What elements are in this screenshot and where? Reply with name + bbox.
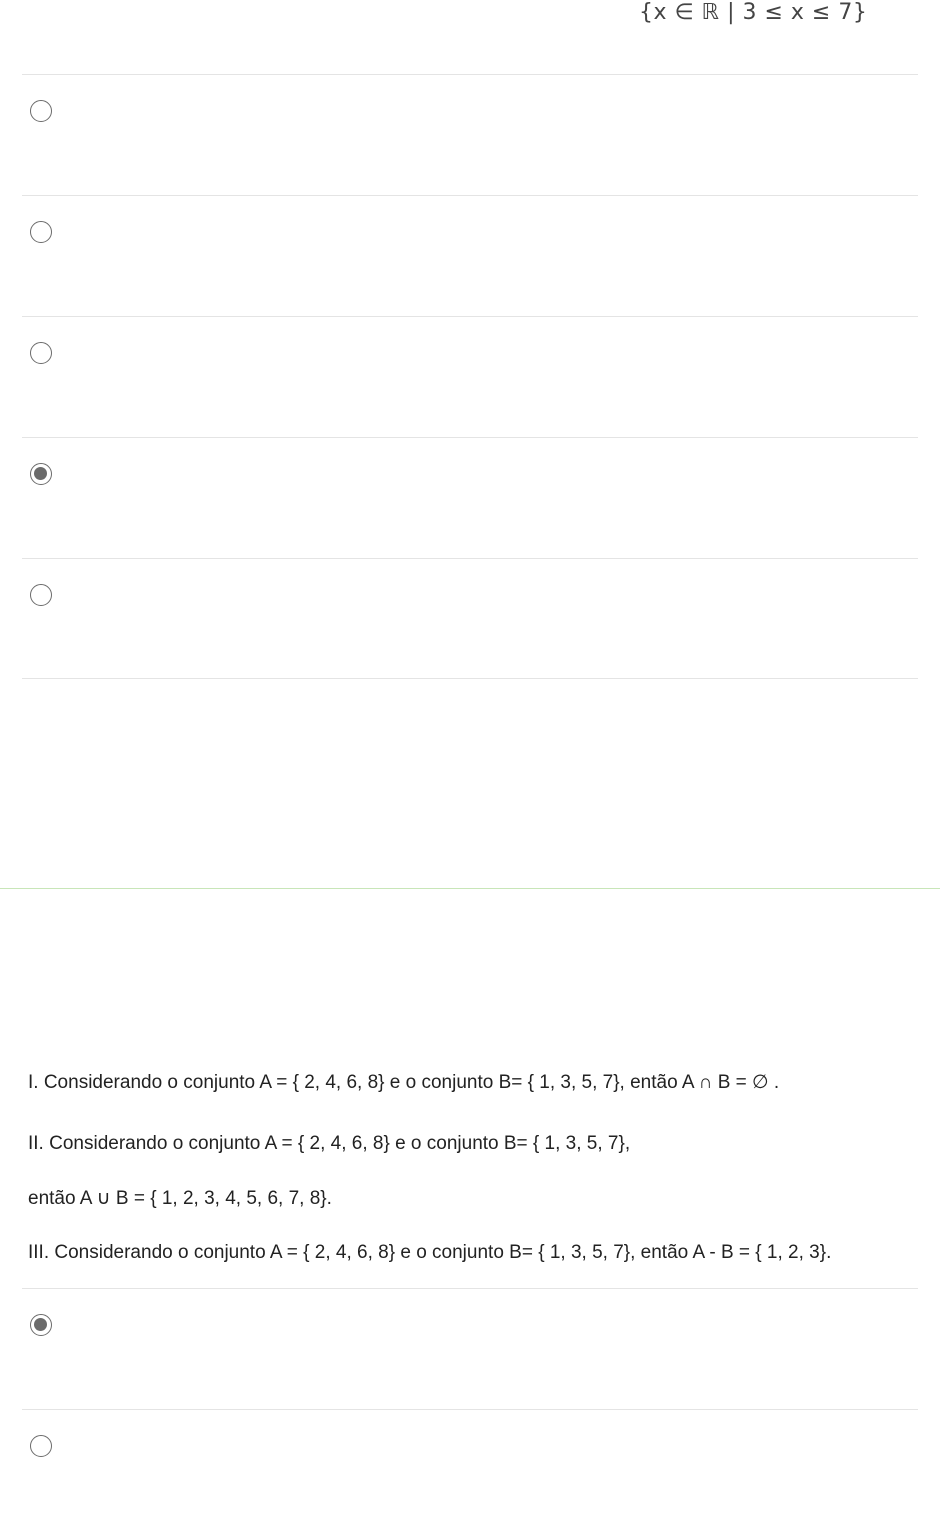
radio-button[interactable] [30,1314,52,1336]
option-row[interactable] [22,1288,918,1409]
set-expression: {x ∈ ℝ | 3 ≤ x ≤ 7} [639,0,868,25]
question1-options [22,74,918,679]
radio-button[interactable] [30,221,52,243]
radio-button[interactable] [30,584,52,606]
option-row[interactable] [22,195,918,316]
option-row[interactable] [22,74,918,195]
statement-3: III. Considerando o conjunto A = { 2, 4, 6, 8} e o conjunto B= { 1, 3, 5, 7}, então A - B = { 1, 2, 3}. [28,1242,832,1263]
option-row[interactable] [22,558,918,679]
statement-2-line-2: então A ∪ B = { 1, 2, 3, 4, 5, 6, 7, 8}. [28,1188,332,1209]
option-row[interactable] [22,1409,918,1530]
option-row[interactable] [22,437,918,558]
option-row[interactable] [22,316,918,437]
radio-button[interactable] [30,1435,52,1457]
statement-1: I. Considerando o conjunto A = { 2, 4, 6, 8} e o conjunto B= { 1, 3, 5, 7}, então A ∩ B = ∅ . [28,1072,780,1093]
radio-button[interactable] [30,100,52,122]
section-separator [0,888,940,889]
statement-2-line-1: II. Considerando o conjunto A = { 2, 4, 6, 8} e o conjunto B= { 1, 3, 5, 7}, [28,1133,631,1154]
radio-button[interactable] [30,463,52,485]
radio-button[interactable] [30,342,52,364]
question2-options [22,1288,918,1530]
